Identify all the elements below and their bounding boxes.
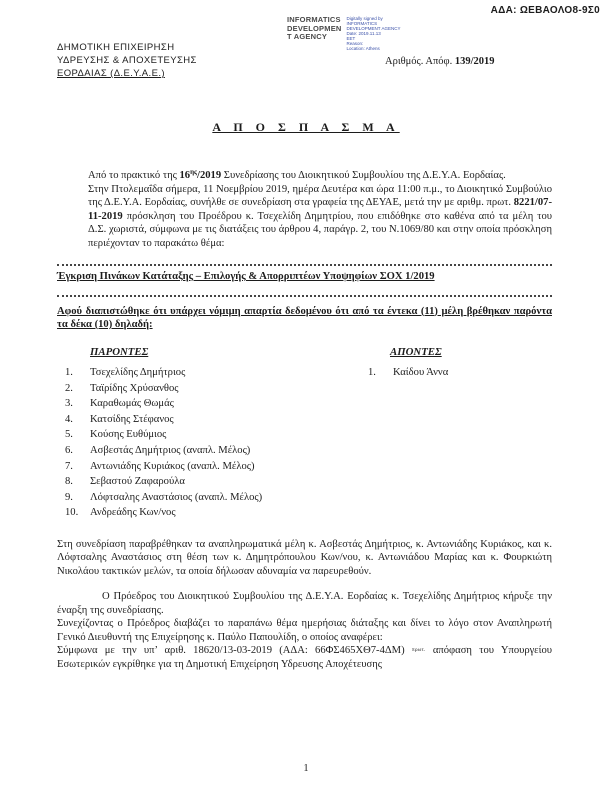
present-list — [57, 365, 552, 521]
member-item — [57, 474, 552, 490]
absent-column — [360, 346, 448, 381]
member-item — [57, 490, 552, 506]
ada-code: ΑΔΑ: ΩΕΒΑΟΛΟ8-9Σ0 — [490, 5, 600, 16]
member-name: Καραθωμάς Θωμάς — [90, 398, 174, 410]
ministry-small-note: πρωτ. — [411, 647, 426, 653]
protocol-number: 8221/07-11-2019 — [88, 197, 552, 222]
member-number: 7. — [65, 460, 73, 472]
member-name: Ανδρεάδης Κων/νος — [90, 507, 176, 519]
stamp-agency-text — [287, 16, 342, 51]
text-line: T AGENCY — [287, 32, 328, 41]
text-line: ΔΗΜΟΤΙΚΗ ΕΠΙΧΕΙΡΗΣΗ — [57, 42, 175, 53]
member-name: Κούσης Ευθύμιος — [90, 429, 167, 441]
decision-value: 139/2019 — [454, 56, 495, 67]
text-line: DEVELOPMENT AGENCY — [346, 26, 401, 31]
decision-number — [385, 56, 495, 67]
member-name: Σεβαστού Ζαφαρούλα — [90, 476, 185, 488]
text-line: EET — [346, 36, 356, 41]
member-name: Κατσίδης Στέφανος — [90, 413, 174, 425]
member-name: Καίδου Άννα — [393, 367, 449, 378]
member-number: 8. — [65, 476, 73, 488]
decision-label: Αριθμός. Απόφ. — [385, 56, 455, 67]
dotted-separator — [57, 256, 552, 266]
member-name: Αντωνιάδης Κυριάκος (αναπλ. Μέλος) — [90, 460, 255, 472]
text-line: ΥΔΡΕΥΣΗΣ & ΑΠΟΧΕΤΕΥΣΗΣ — [57, 55, 197, 66]
page-number: 1 — [303, 763, 309, 774]
paragraph-session: Στην Πτολεμαΐδα σήμερα, 11 Νοεμβρίου 2019, ημέρα Δευτέρα και ώρα 11:00 π.μ., το Διοικητικό Συμβούλιο της Δ.Ε.Υ.Α. Εορδαίας, συνήλθε σε συνεδρίαση στα γραφεία της ΔΕΥΑΕ, μετά την με αριθμ. πρωτ. 8221/07-11-2019 πρόσκληση του Προέδρου κ. Τσεχελίδη Δημητρίου, που επιδόθηκε στο καθένα από τα μέλη του Δ.Σ. χωριστά, σύμφωνα με τις διατάξεις του άρθρου 4, παράγρ. 2, του Ν.1069/80 και στην οποία πρόσκληση περιέχονταν το παρακάτω θέμα: — [88, 183, 552, 249]
quorum-statement: Αφού διαπιστώθηκε ότι υπάρχει νόμιμη απαρτία δεδομένου ότι από τα έντεκα (11) μέλη βρέθηκαν παρόντα τα δέκα (10) δηλαδή: — [57, 305, 552, 330]
paragraph-continuation: Συνεχίζοντας ο Πρόεδρος διαβάζει το παραπάνω θέμα ημερήσιας διάταξης και δίνει το λόγο στον Αναπληρωτή Γενικό Διευθυντή της Επιχείρησης κ. Παύλο Παπουλίδη, ο οποίος αναφέρει: — [57, 618, 552, 643]
text-line: Reason: — [346, 41, 364, 46]
member-name: Ταϊρίδης Χρύσανθος — [90, 382, 179, 394]
member-item — [57, 459, 552, 475]
text-line: INFORMATICS — [287, 15, 341, 24]
member-number: 1. — [368, 367, 376, 378]
document-title: Α Π Ο Σ Π Α Σ Μ Α — [212, 120, 400, 134]
absent-header: ΑΠΟΝΤΕΣ — [390, 345, 442, 358]
present-column — [57, 346, 552, 521]
organization-block — [57, 41, 197, 80]
member-number: 6. — [65, 444, 73, 456]
paragraph-ministry: Σύμφωνα με την υπ’ αριθ. 18620/13-03-2019 (ΑΔΑ: 66ΦΣ465ΧΘ7-4ΔΜ) πρωτ. απόφαση του Υπουργείου Εσωτερικών εγκρίθηκε για τη Δημοτική Επιχείρηση Υδρευσης Αποχέτευσης — [57, 645, 552, 670]
paragraph-substitutes: Στη συνεδρίαση παραβρέθηκαν τα αναπληρωματικά μέλη κ. Ασβεστάς Δημήτριος, κ. Αντωνιάδης Κυριάκος, και κ. Λόφτσαλης Αναστάσιος στη θέση των κ. Δημητρόπουλου Κων/νου, κ. Αντωνιάδου Μαρίας και κ. Φουρκιώτη Νικολάου τακτικών μελών, τα οποία δήλωσαν αδυναμία να παρευρεθούν. — [57, 538, 552, 577]
absent-list — [360, 365, 448, 381]
member-number: 4. — [65, 413, 73, 425]
member-item — [57, 381, 552, 397]
member-number: 3. — [65, 398, 73, 410]
member-item — [57, 412, 552, 428]
member-item — [57, 443, 552, 459]
text-line: ΕΟΡΔΑΙΑΣ (Δ.Ε.Υ.Α.Ε.) — [57, 68, 165, 79]
paragraph-chairman: Ο Πρόεδρος του Διοικητικού Συμβουλίου της Δ.Ε.Υ.Α. Εορδαίας κ. Τσεχελίδης Δημήτριος κήρυξε την έναρξη της συνεδρίασης. — [57, 591, 552, 616]
member-item — [57, 505, 552, 521]
text-line: DEVELOPMEN — [287, 23, 342, 33]
subject-line: Έγκριση Πινάκων Κατάταξης – Επιλογής & Απορριπτέων Υποψηφίων ΣΟΧ 1/2019 — [57, 271, 435, 282]
member-number: 1. — [65, 367, 73, 378]
member-number: 2. — [65, 382, 73, 394]
member-number: 5. — [65, 429, 73, 441]
text-line: Location: Athens — [346, 46, 380, 51]
text-line: INFORMATICS — [346, 21, 378, 26]
member-name: Λόφτσαλης Αναστάσιος (αναπλ. Μέλος) — [90, 491, 263, 503]
member-name: Τσεχελίδης Δημήτριος — [90, 367, 186, 378]
paragraph-intro: Από το πρακτικό της $16^{\eta\varsigma}/2019$ Συνεδρίασης του Διοικητικού Συμβουλίου της Δ.Ε.Υ.Α. Εορδαίας. — [88, 168, 506, 181]
digital-signature-stamp — [287, 16, 400, 51]
document-body — [57, 166, 552, 671]
dotted-separator — [57, 287, 552, 297]
member-item — [57, 365, 552, 381]
member-item — [360, 365, 448, 381]
member-number: 9. — [65, 491, 73, 503]
members-section — [57, 346, 552, 528]
text-line: Digitally signed by — [346, 16, 383, 21]
member-number: 10. — [65, 507, 79, 519]
present-header: ΠΑΡΟΝΤΕΣ — [90, 345, 149, 358]
stamp-signature-text — [347, 16, 401, 51]
text-line: Date: 2019.11.13 — [346, 31, 381, 36]
member-name: Ασβεστάς Δημήτριος (αναπλ. Μέλος) — [90, 444, 251, 456]
member-item — [57, 427, 552, 443]
member-item — [57, 396, 552, 412]
